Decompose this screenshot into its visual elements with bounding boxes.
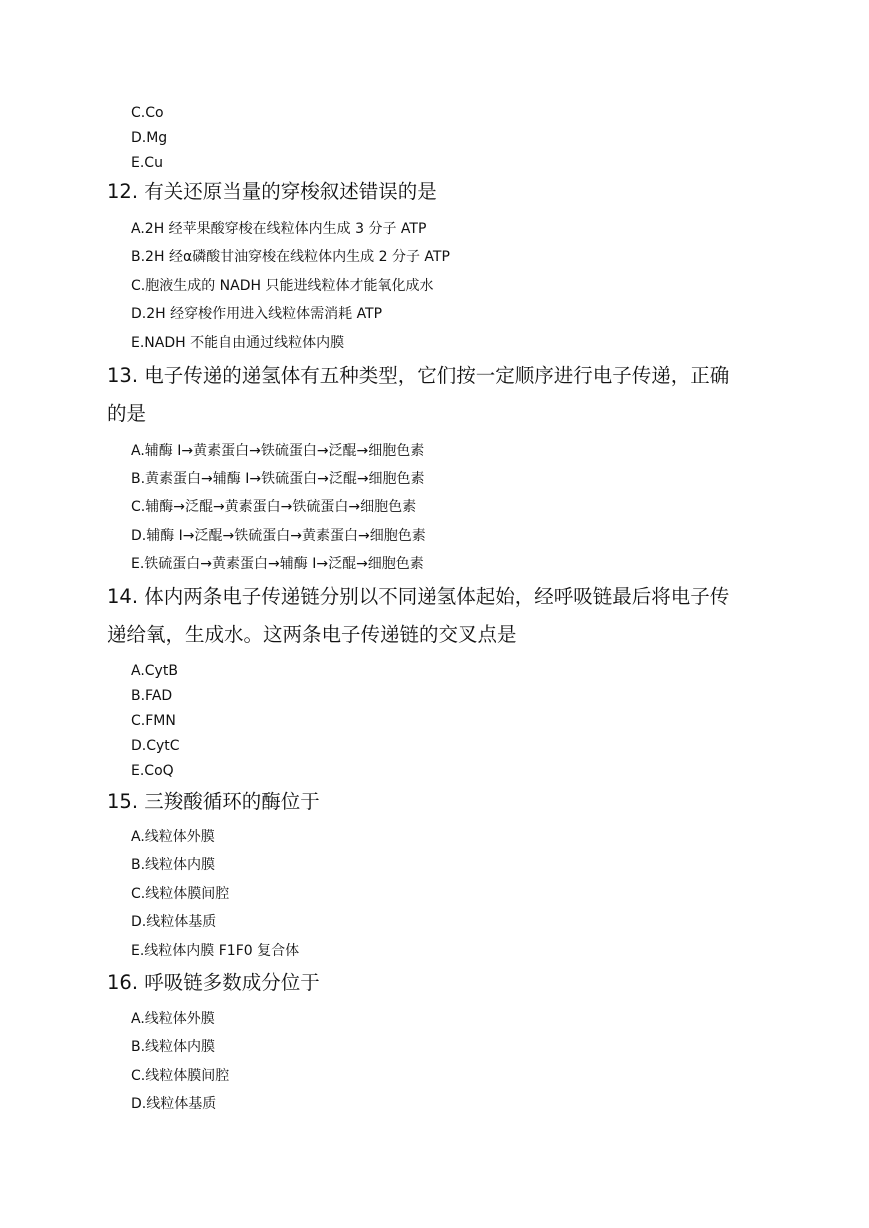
q12-stem: 12. 有关还原当量的穿梭叙述错误的是 [107, 180, 437, 203]
q14-option-d: D.CytC [131, 738, 180, 754]
q15-option-a: A.线粒体外膜 [131, 829, 215, 845]
q15-option-e: E.线粒体内膜 F1F0 复合体 [131, 943, 300, 959]
q16-option-b: B.线粒体内膜 [131, 1039, 216, 1055]
q13-stem-line2: 的是 [107, 402, 147, 425]
q14-option-e: E.CoQ [131, 763, 174, 779]
q11-option-e: E.Cu [131, 155, 163, 171]
q15-stem: 15. 三羧酸循环的酶位于 [107, 790, 320, 813]
q16-option-d: D.线粒体基质 [131, 1096, 217, 1112]
q14-option-a: A.CytB [131, 663, 178, 679]
q13-option-d: D.辅酶 I→泛醌→铁硫蛋白→黄素蛋白→细胞色素 [131, 528, 426, 544]
q16-option-c: C.线粒体膜间腔 [131, 1068, 230, 1084]
q14-option-b: B.FAD [131, 688, 173, 704]
q13-option-b: B.黄素蛋白→辅酶 I→铁硫蛋白→泛醌→细胞色素 [131, 471, 425, 487]
q12-option-b: B.2H 经α磷酸甘油穿梭在线粒体内生成 2 分子 ATP [131, 249, 450, 265]
q12-option-c: C.胞液生成的 NADH 只能进线粒体才能氧化成水 [131, 278, 434, 294]
q12-option-e: E.NADH 不能自由通过线粒体内膜 [131, 335, 345, 351]
q14-stem-line1: 14. 体内两条电子传递链分别以不同递氢体起始，经呼吸链最后将电子传 [107, 585, 730, 608]
q15-option-d: D.线粒体基质 [131, 914, 217, 930]
q13-option-c: C.辅酶→泛醌→黄素蛋白→铁硫蛋白→细胞色素 [131, 499, 417, 515]
q14-option-c: C.FMN [131, 713, 176, 729]
q11-option-d: D.Mg [131, 130, 168, 146]
q15-option-b: B.线粒体内膜 [131, 857, 216, 873]
q16-stem: 16. 呼吸链多数成分位于 [107, 971, 320, 994]
q12-option-d: D.2H 经穿梭作用进入线粒体需消耗 ATP [131, 306, 383, 322]
q12-option-a: A.2H 经苹果酸穿梭在线粒体内生成 3 分子 ATP [131, 221, 427, 237]
q15-option-c: C.线粒体膜间腔 [131, 886, 230, 902]
q16-option-a: A.线粒体外膜 [131, 1011, 215, 1027]
q13-option-e: E.铁硫蛋白→黄素蛋白→辅酶 I→泛醌→细胞色素 [131, 556, 424, 572]
q13-option-a: A.辅酶 I→黄素蛋白→铁硫蛋白→泛醌→细胞色素 [131, 443, 425, 459]
q13-stem-line1: 13. 电子传递的递氢体有五种类型，它们按一定顺序进行电子传递，正确 [107, 364, 730, 387]
q14-stem-line2: 递给氧，生成水。这两条电子传递链的交叉点是 [107, 623, 517, 646]
q11-option-c: C.Co [131, 105, 164, 121]
